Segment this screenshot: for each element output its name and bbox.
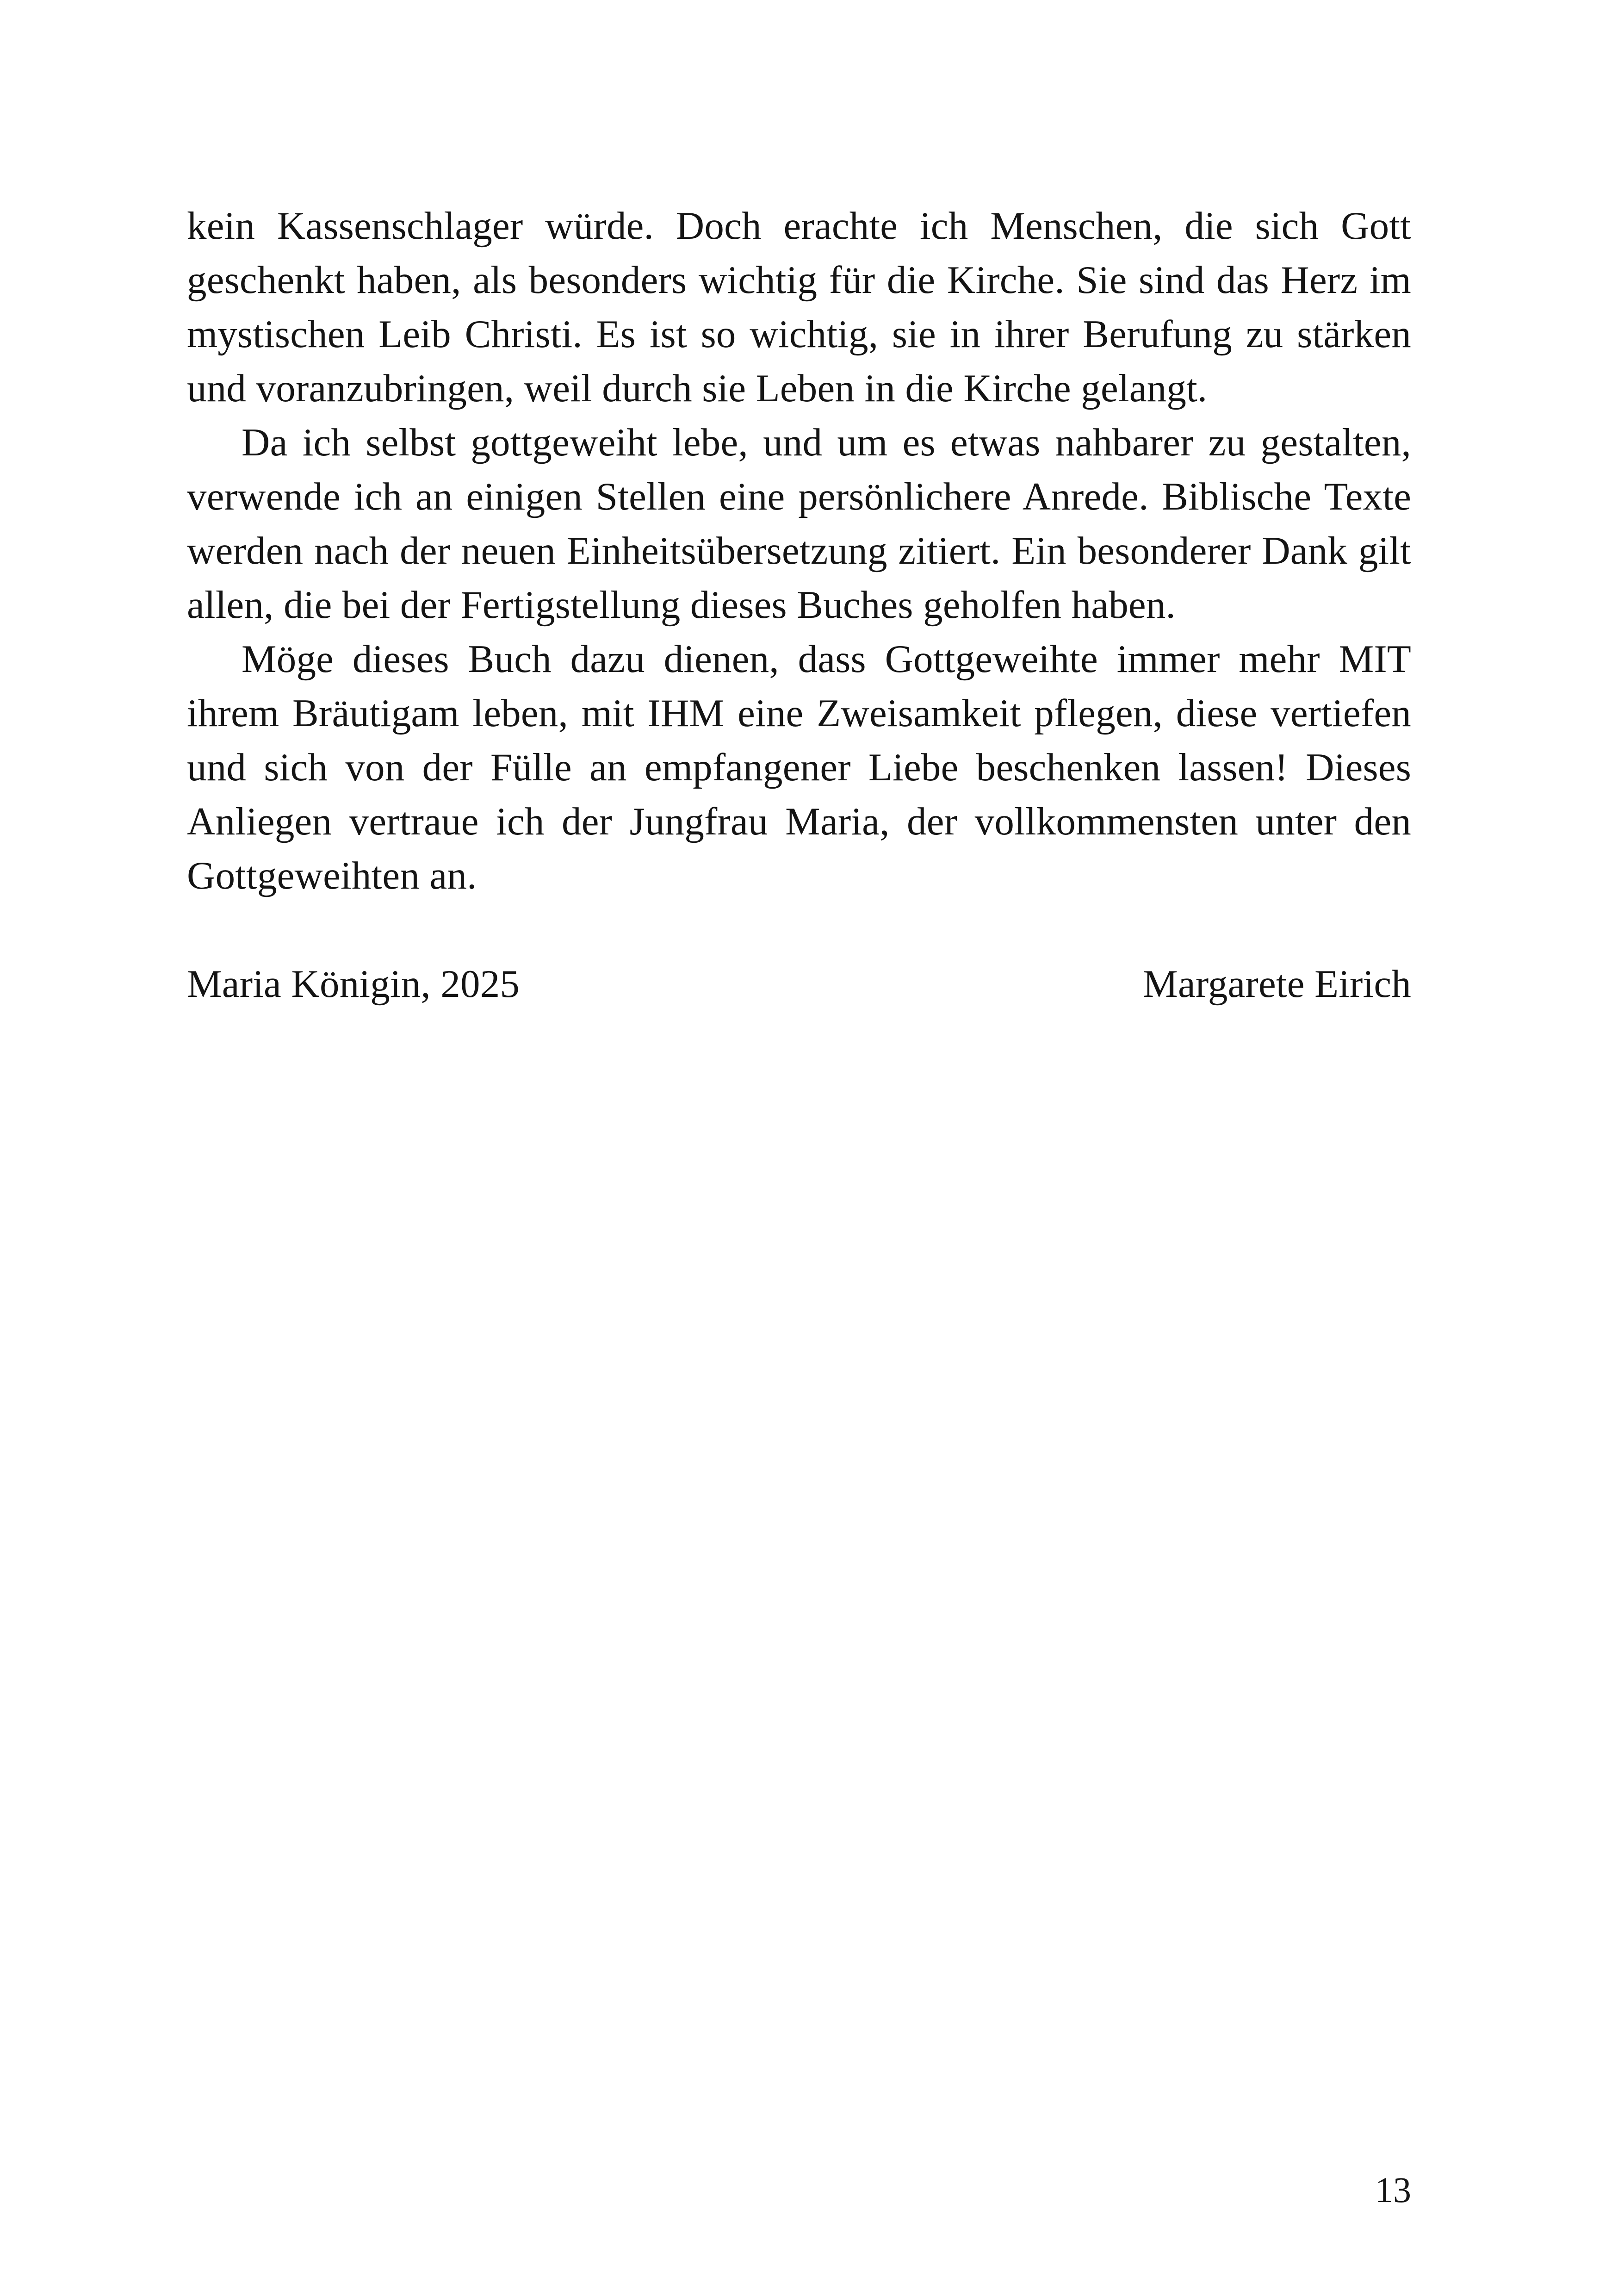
signature-author-name: Margarete Eirich: [1143, 962, 1411, 1006]
signature-place-date: Maria Königin, 2025: [187, 962, 520, 1006]
paragraph-1: kein Kassenschlager würde. Doch erachte ich Menschen, die sich Gott geschenkt haben, als besonders wichtig für die Kirche. Sie sind das Herz im mystischen Leib Christi. Es ist so wichtig, sie in ihrer Berufung zu stärken und voranzubringen, weil durch sie Leben in die Kirche gelangt.: [187, 204, 1411, 410]
page-number: 13: [1375, 2170, 1411, 2210]
signature-row: [187, 957, 1411, 1011]
paragraph-3: Möge dieses Buch dazu dienen, dass Gottgeweihte immer mehr MIT ihrem Bräutigam leben, mit IHM eine Zweisamkeit pflegen, diese vertiefen und sich von der Fülle an empfangener Liebe beschenken lassen! Dieses Anliegen vertraue ich der Jungfrau Maria, der vollkommensten unter den Gottgeweihten an.: [187, 637, 1411, 897]
paragraph-2: Da ich selbst gottgeweiht lebe, und um es etwas nahbarer zu gestalten, verwende ich an einigen Stellen eine persönlichere Anrede. Biblische Texte werden nach der neuen Einheitsübersetzung zitiert. Ein besonderer Dank gilt allen, die bei der Fertigstellung dieses Buches geholfen haben.: [187, 421, 1411, 627]
text-block: [187, 199, 1411, 1011]
